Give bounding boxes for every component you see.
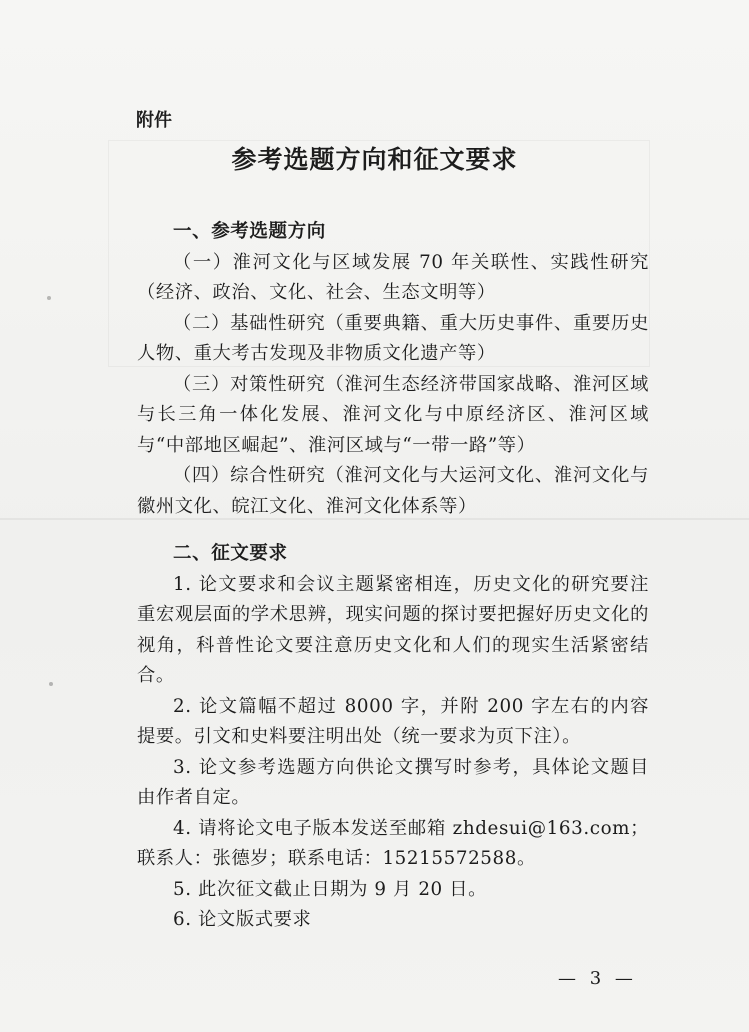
- scan-speck: [47, 296, 51, 300]
- page-number: — 3 —: [558, 968, 637, 989]
- topic-item: （四）综合性研究（淮河文化与大运河文化、淮河文化与徽州文化、皖江文化、淮河文化体系等）: [137, 465, 649, 517]
- section-heading-requirements: 二、征文要求: [173, 543, 288, 564]
- topic-item: （一）淮河文化与区域发展 70 年关联性、实践性研究（经济、政治、文化、社会、生态文明等）: [137, 251, 649, 303]
- requirement-item: 2. 论文篇幅不超过 8000 字，并附 200 字左右的内容提要。引文和史料要注明出处（统一要求为页下注）。: [137, 695, 649, 747]
- page-title: 参考选题方向和征文要求: [231, 145, 518, 174]
- section-heading-topics: 一、参考选题方向: [173, 221, 326, 242]
- requirement-item: 1. 论文要求和会议主题紧密相连，历史文化的研究要注重宏观层面的学术思辨，现实问题的探讨要把握好历史文化的视角，科普性论文要注意历史文化和人们的现实生活紧密结合。: [137, 573, 649, 686]
- attachment-label: 附件: [136, 110, 172, 131]
- document-body: [137, 217, 649, 936]
- topic-item: （二）基础性研究（重要典籍、重大历史事件、重要历史人物、重大考古发现及非物质文化遗产等）: [137, 312, 649, 364]
- requirement-item: 3. 论文参考选题方向供论文撰写时参考，具体论文题目由作者自定。: [137, 756, 649, 808]
- scan-speck: [49, 682, 53, 686]
- requirement-item: 5. 此次征文截止日期为 9 月 20 日。: [173, 878, 487, 900]
- requirement-item: 6. 论文版式要求: [173, 909, 312, 930]
- topic-item: （三）对策性研究（淮河生态经济带国家战略、淮河区域与长三角一体化发展、淮河文化与中原经济区、淮河区域与“中部地区崛起”、淮河区域与“一带一路”等）: [137, 373, 649, 456]
- requirement-item-contact: 4. 请将论文电子版本发送至邮箱 zhdesui@163.com；联系人：张德岁；联系电话：15215572588。: [137, 817, 649, 869]
